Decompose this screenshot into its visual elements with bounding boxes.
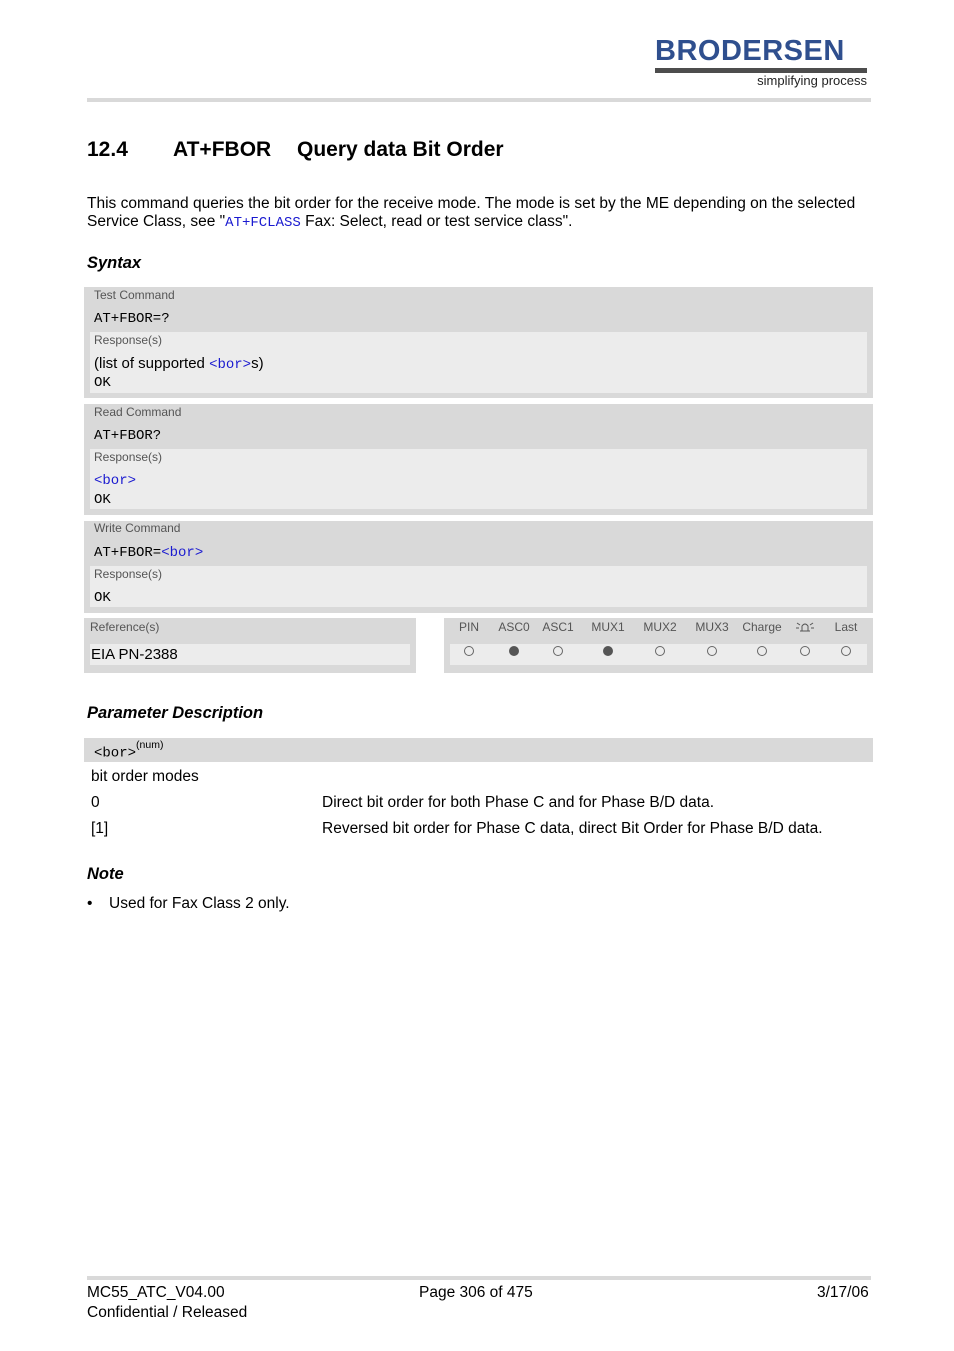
test-response-suffix: s) (251, 355, 264, 372)
footer-page: Page 306 of 475 (419, 1284, 533, 1301)
param-heading: Parameter Description (87, 704, 264, 722)
write-response-label: Response(s) (94, 567, 163, 581)
test-command-box (84, 287, 873, 398)
read-response-box (90, 449, 867, 509)
section-number: 12.4 (87, 138, 128, 161)
note-heading: Note (87, 865, 124, 883)
test-response-ok: OK (94, 375, 111, 391)
write-command-text (94, 545, 203, 561)
param-name-text: <bor> (94, 745, 137, 762)
read-response-label: Response(s) (94, 450, 163, 464)
intro-line-2 (87, 213, 877, 233)
section-command: AT+FBOR (173, 138, 272, 161)
flag-indicator-alarm (800, 646, 810, 656)
test-response-text: (list of supported (94, 355, 210, 372)
test-response-label: Response(s) (94, 333, 163, 347)
reference-value: EIA PN-2388 (91, 646, 178, 663)
flags-table (444, 618, 873, 673)
intro-line-1: This command queries the bit order for the receive mode. The mode is set by the ME depending on the selected (87, 195, 856, 212)
flag-indicator-mux1 (603, 646, 613, 656)
brand-logo: BRODERSEN (655, 35, 845, 67)
param-value-1: [1] (91, 820, 109, 837)
flag-label-asc0: ASC0 (498, 620, 530, 634)
reference-box (84, 618, 416, 673)
flag-indicator-charge (757, 646, 767, 656)
param-type: (num) (136, 739, 164, 751)
footer-doc: MC55_ATC_V04.00 (87, 1284, 225, 1301)
param-text-1: Reversed bit order for Phase C data, direct Bit Order for Phase B/D data. (322, 820, 823, 837)
read-response-bor[interactable]: <bor> (94, 473, 137, 489)
write-response-ok: OK (94, 590, 111, 606)
flag-indicator-mux2 (655, 646, 665, 656)
write-command-label: Write Command (94, 521, 181, 535)
section-heading (87, 138, 504, 162)
param-name-bar (84, 738, 873, 762)
intro-text: Service Class, see " (87, 213, 226, 230)
bor-link[interactable]: <bor> (209, 357, 252, 373)
section-title: Query data Bit Order (297, 138, 504, 161)
param-name (94, 739, 164, 762)
param-desc: bit order modes (91, 768, 199, 785)
logo-tagline: simplifying process (757, 73, 867, 88)
param-value-0: 0 (91, 794, 100, 811)
flag-indicator-asc0 (509, 646, 519, 656)
reference-label: Reference(s) (90, 620, 160, 634)
footer-status: Confidential / Released (87, 1304, 248, 1321)
test-response-box (90, 332, 867, 393)
flag-label-pin: PIN (458, 620, 480, 634)
flag-label-last: Last (834, 620, 858, 634)
write-bor-link[interactable]: <bor> (161, 545, 204, 561)
note-bullet: • (87, 895, 93, 912)
test-command-label: Test Command (94, 288, 175, 302)
footer-rule (87, 1276, 871, 1280)
alarm-icon (795, 620, 815, 634)
param-text-0: Direct bit order for both Phase C and for Phase B/D data. (322, 794, 715, 811)
flag-indicator-pin (464, 646, 474, 656)
flag-label-charge: Charge (742, 620, 782, 634)
flag-indicator-last (841, 646, 851, 656)
syntax-heading: Syntax (87, 254, 142, 272)
write-response-box (90, 566, 867, 607)
test-command-text: AT+FBOR=? (94, 311, 170, 327)
fclass-link[interactable]: AT+FCLASS (225, 215, 301, 231)
write-command-box (84, 521, 873, 613)
flag-label-asc1: ASC1 (542, 620, 574, 634)
test-response-line (94, 355, 264, 373)
flag-label-mux2: MUX2 (643, 620, 677, 634)
read-response-ok: OK (94, 492, 111, 508)
intro-text-end: Fax: Select, read or test service class". (300, 213, 573, 230)
write-command-base: AT+FBOR= (94, 545, 162, 561)
flag-label-mux3: MUX3 (695, 620, 729, 634)
read-command-box (84, 404, 873, 515)
note-item: Used for Fax Class 2 only. (109, 895, 290, 912)
header-rule (87, 98, 871, 102)
footer-date: 3/17/06 (817, 1284, 869, 1301)
flag-indicator-asc1 (553, 646, 563, 656)
flag-indicator-mux3 (707, 646, 717, 656)
reference-value-box (90, 644, 410, 665)
read-command-text: AT+FBOR? (94, 428, 162, 444)
flag-label-mux1: MUX1 (591, 620, 625, 634)
read-command-label: Read Command (94, 405, 182, 419)
